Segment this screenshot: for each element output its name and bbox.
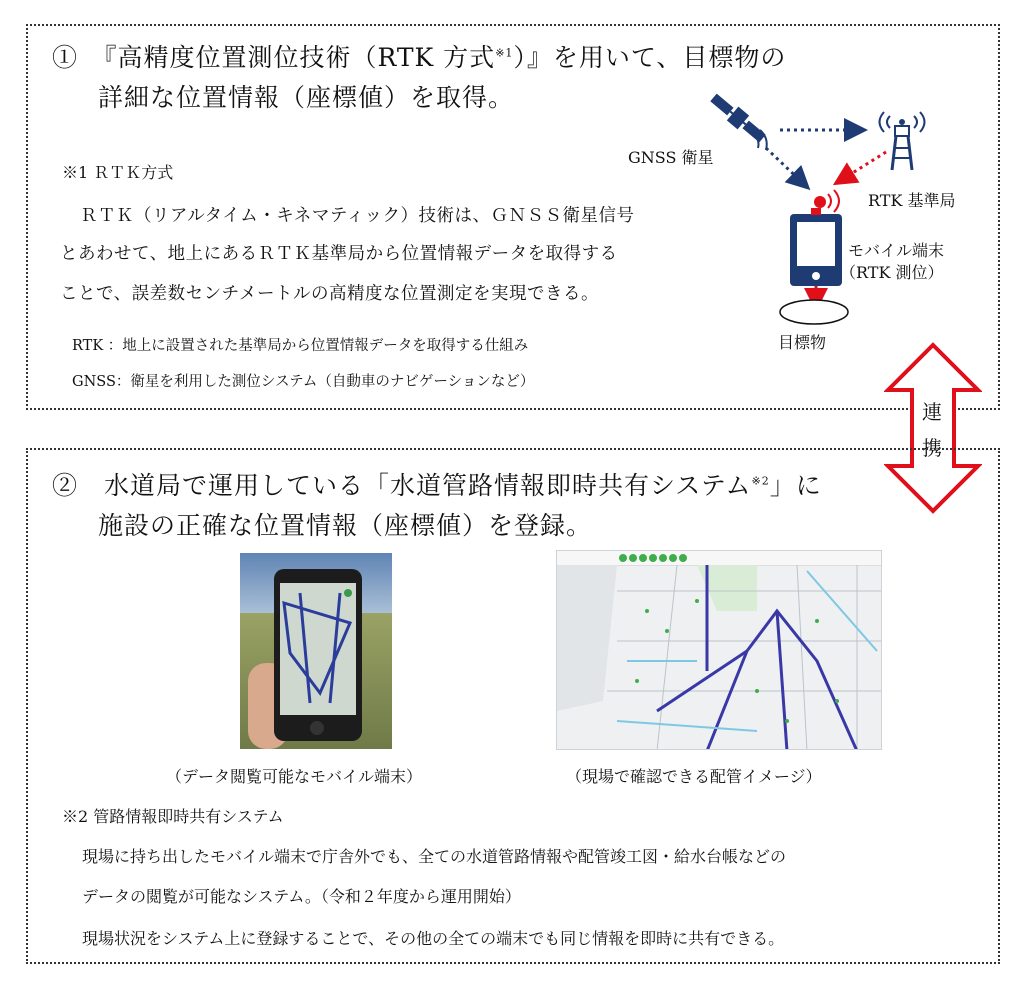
photo2-caption: （現場で確認できる配管イメージ） (566, 767, 822, 786)
rtk-note-para-line3: ことで、誤差数センチメートルの高精度な位置測定を実現できる。 (60, 284, 599, 304)
mobile-label-line2: （RTK 測位） (840, 263, 944, 282)
link-label-2: 携 (922, 436, 942, 460)
rtk-note-heading: ※1 ＲＴＫ方式 (62, 163, 174, 182)
rtk-note-para-line1: ＲＴＫ（リアルタイム・キネマティック）技術は、ＧＮＳＳ衛星信号 (80, 206, 635, 226)
rtk-diagram (600, 90, 1000, 370)
system-note-line2: データの閲覧が可能なシステム。（令和２年度から運用開始） (82, 887, 521, 906)
system-note-heading: ※2 管路情報即時共有システム (62, 807, 284, 826)
section-2-title-line1: ② 水道局で運用している「水道管路情報即時共有システム$^{※2}$」に (52, 471, 822, 500)
mobile-label-line1: モバイル端末 (848, 241, 945, 260)
gnss-definition: GNSS：衛星を利用した測位システム（自動車のナビゲーションなど） (72, 374, 535, 390)
target-label: 目標物 (778, 333, 827, 352)
satellite-icon (708, 91, 769, 146)
section-1-title-line2: 詳細な位置情報（座標値）を取得。 (98, 83, 515, 112)
mobile-device-photo (240, 553, 392, 749)
target-ellipse (780, 300, 848, 324)
photo1-caption: （データ閲覧可能なモバイル端末） (166, 767, 423, 786)
rtk-definition: RTK ：地上に設置された基準局から位置情報データを取得する仕組み (72, 338, 529, 354)
section-1-title-line1: ① 『高精度位置測位技術（RTK 方式$^{※1}$）』を用いて、目標物の (52, 43, 787, 72)
gnss-satellite-label: GNSS 衛星 (628, 148, 714, 167)
pipe-map-screenshot (556, 550, 882, 750)
section-2-title-line2: 施設の正確な位置情報（座標値）を登録。 (98, 511, 593, 540)
mobile-device-icon (790, 208, 842, 286)
rtk-station-label: RTK 基準局 (868, 191, 956, 210)
link-label-1: 連 (922, 400, 942, 424)
system-note-line1: 現場に持ち出したモバイル端末で庁舎外でも、全ての水道管路情報や配管竣工図・給水台帳などの (82, 847, 787, 866)
base-station-icon (880, 112, 925, 170)
rtk-note-para-line2: とあわせて、地上にあるＲＴＫ基準局から位置情報データを取得する (60, 244, 618, 264)
system-note-line3: 現場状況をシステム上に登録することで、その他の全ての端末でも同じ情報を即時に共有できる。 (82, 929, 785, 948)
